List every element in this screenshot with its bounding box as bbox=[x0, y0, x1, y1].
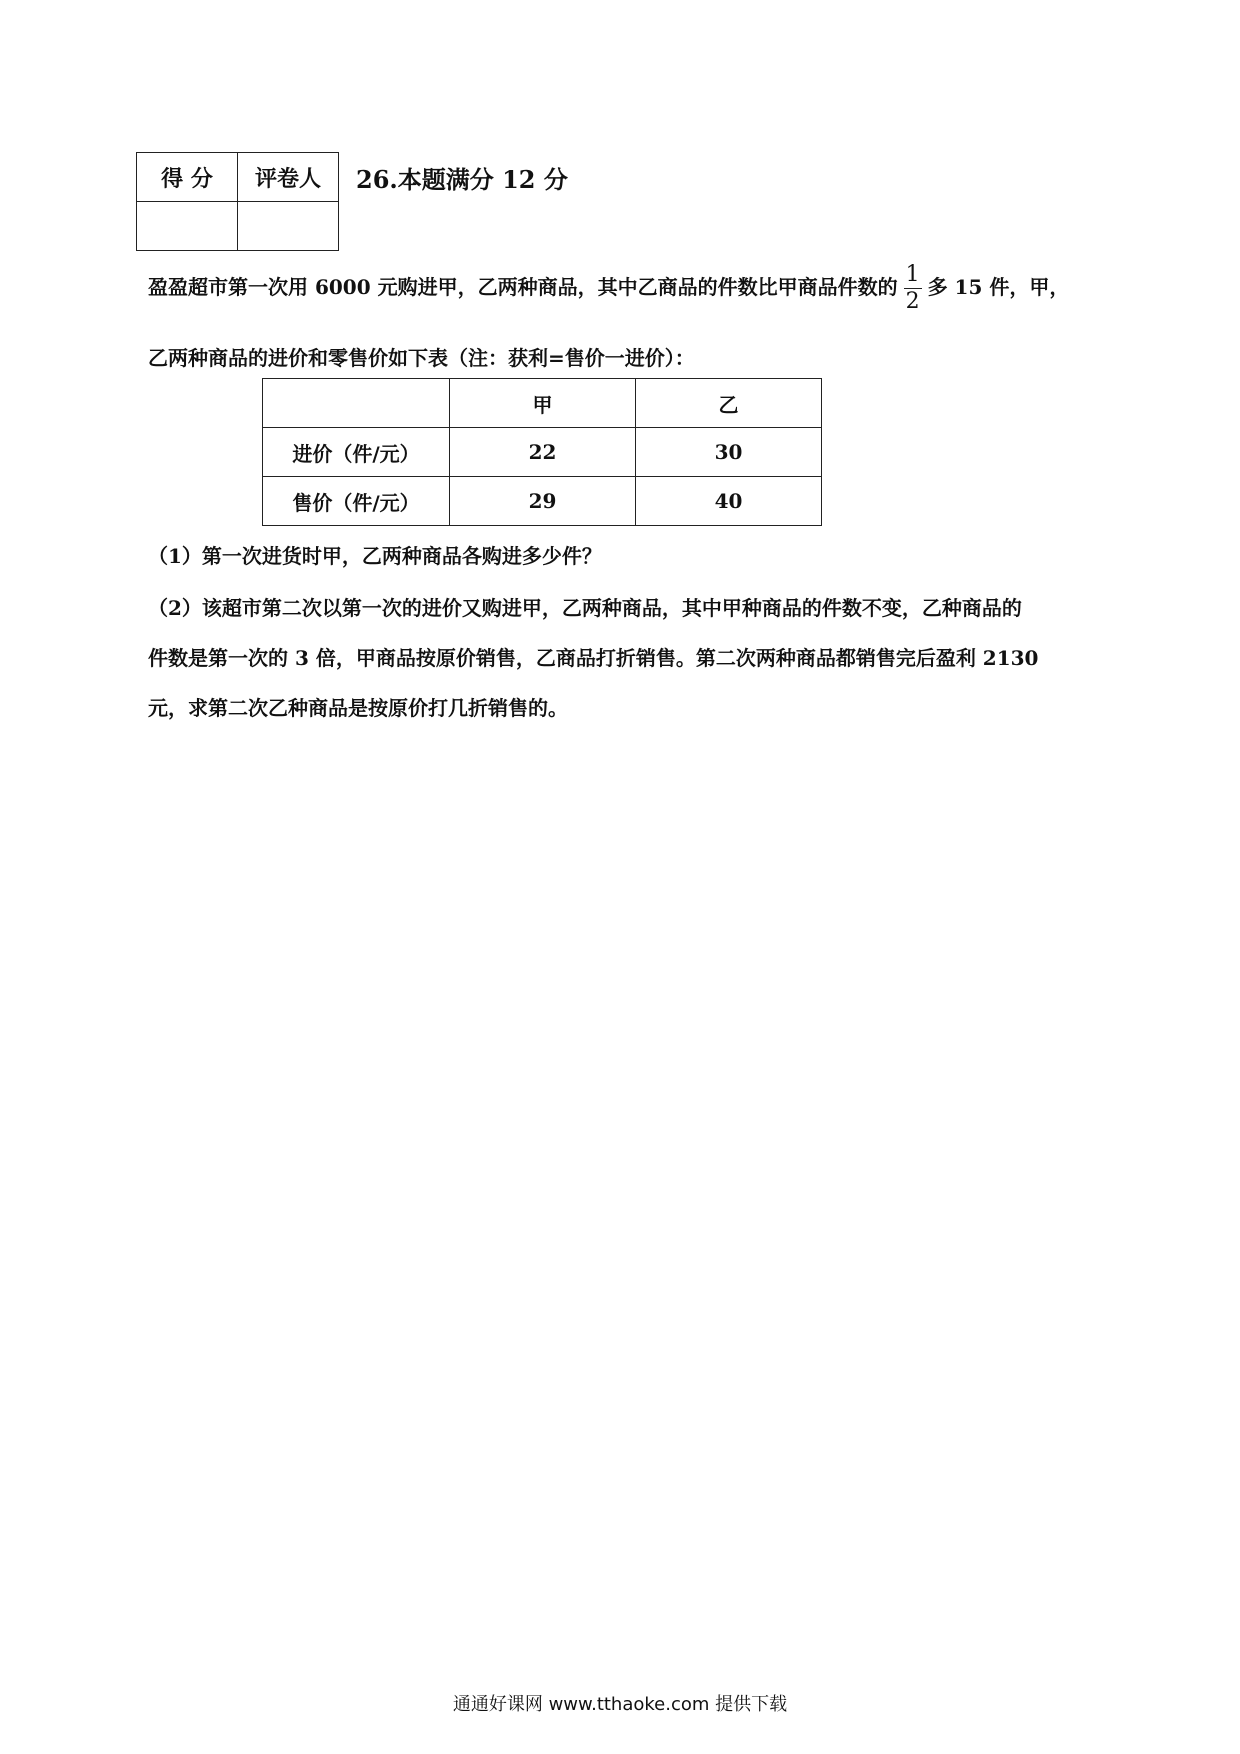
table-header-row bbox=[263, 379, 822, 428]
intro-text-before: 盈盈超市第一次用 6000 元购进甲，乙两种商品，其中乙商品的件数比甲商品件数的 bbox=[148, 275, 898, 299]
part-1-text: （1）第一次进货时甲，乙两种商品各购进多少件？ bbox=[148, 544, 602, 568]
footer-credit: 通通好课网 www.tthaoke.com 提供下载 bbox=[452, 1694, 788, 1715]
grader-header: 评卷人 bbox=[238, 153, 339, 202]
fraction-denominator: 2 bbox=[905, 289, 920, 314]
intro-line-2: 乙两种商品的进价和零售价如下表（注：获利=售价一进价）： bbox=[148, 346, 695, 370]
question-title: 26.本题满分 12 分 bbox=[356, 165, 568, 194]
table-cell: 22 bbox=[450, 428, 636, 477]
table-header-cell: 乙 bbox=[636, 379, 822, 428]
part-2-line-1: （2）该超市第二次以第一次的进价又购进甲，乙两种商品，其中甲种商品的件数不变，乙种商品的 bbox=[148, 596, 1022, 620]
score-box bbox=[136, 152, 339, 251]
table-header-cell bbox=[263, 379, 450, 428]
table-row-label: 进价（件/元） bbox=[263, 428, 450, 477]
table-row bbox=[263, 477, 822, 526]
intro-text-after: 多 15 件，甲， bbox=[927, 275, 1070, 299]
table-header-cell: 甲 bbox=[450, 379, 636, 428]
price-table bbox=[262, 378, 822, 526]
score-cell bbox=[137, 202, 238, 251]
table-cell: 30 bbox=[636, 428, 822, 477]
table-cell: 29 bbox=[450, 477, 636, 526]
table-row-label: 售价（件/元） bbox=[263, 477, 450, 526]
grader-cell bbox=[238, 202, 339, 251]
score-header: 得 分 bbox=[137, 153, 238, 202]
table-row bbox=[263, 428, 822, 477]
table-cell: 40 bbox=[636, 477, 822, 526]
intro-line-1 bbox=[148, 262, 1069, 315]
part-2-line-3: 元，求第二次乙种商品是按原价打几折销售的。 bbox=[148, 696, 568, 720]
fraction-numerator: 1 bbox=[905, 262, 920, 287]
part-2-line-2: 件数是第一次的 3 倍，甲商品按原价销售，乙商品打折销售。第二次两种商品都销售完后盈利 2130 bbox=[148, 646, 1039, 670]
fraction bbox=[904, 262, 922, 315]
